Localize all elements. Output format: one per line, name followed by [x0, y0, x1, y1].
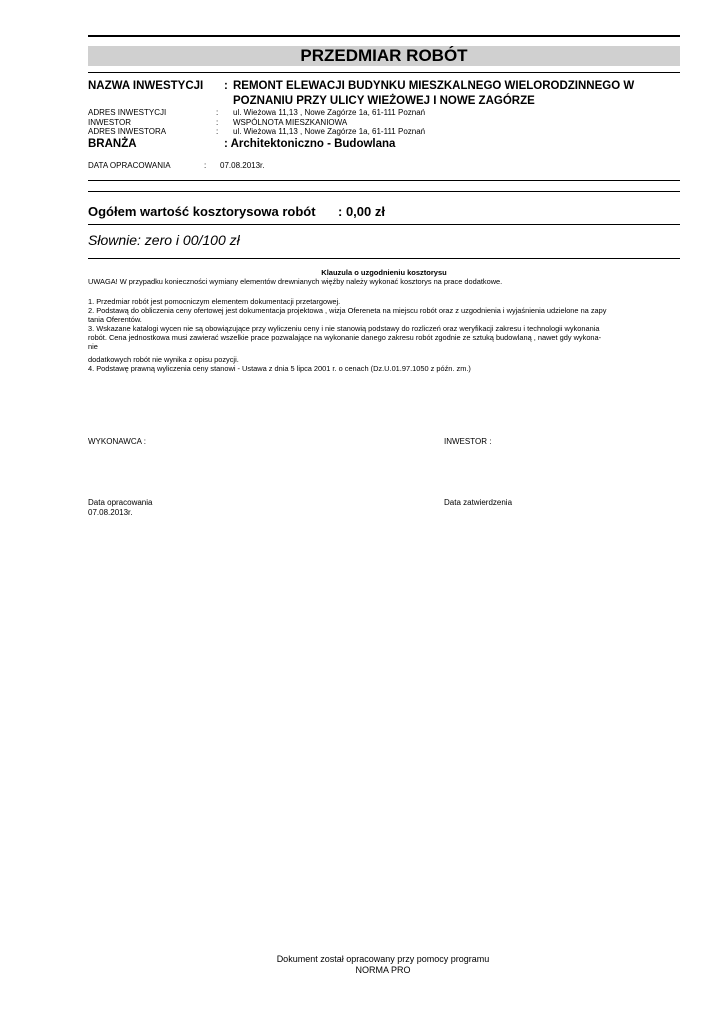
footer-line-2: NORMA PRO	[355, 965, 411, 975]
nazwa-inwestycji-line2: POZNANIU PRZY ULICY WIEŻOWEJ I NOWE ZAGÓRZE	[233, 95, 535, 107]
data-opracowania-label: DATA OPRACOWANIA	[88, 161, 171, 170]
inwestor-value: WSPÓLNOTA MIESZKANIOWA	[233, 117, 348, 127]
adres-inwestycji-colon: :	[216, 108, 219, 117]
klauzula-point-3c: nie	[88, 342, 98, 351]
nazwa-inwestycji-colon: :	[224, 80, 228, 92]
total-rule	[88, 224, 680, 225]
klauzula-point-2a: 2. Podstawą do obliczenia ceny ofertowej jest dokumentacja projektowa , wizja Ofereneta na miejscu robót oraz z uzgodnienia i wyjaśnienia udzielone na zapy	[88, 306, 607, 315]
klauzula-point-3b: robót. Cena jednostkowa musi zawierać wszelkie prace pozwalające na wykonanie danego zakresu robót zgodnie ze sztuką budowlaną , nawet gdy wykona-	[88, 333, 602, 342]
inwestor-label: INWESTOR	[88, 117, 131, 127]
adres-inwestora-label: ADRES INWESTORA	[88, 127, 167, 136]
header-rule-2	[88, 191, 680, 192]
inwestor-colon: :	[216, 117, 219, 127]
data-opracowania-sig-value: 07.08.2013r.	[88, 507, 133, 517]
klauzula-point-1: 1. Przedmiar robót jest pomocniczym elementem dokumentacji przetargowej.	[88, 297, 341, 306]
inwestor-signature-label: INWESTOR :	[444, 437, 492, 446]
total-value: : 0,00 zł	[338, 204, 385, 219]
branza-label: BRANŻA	[88, 138, 137, 150]
title-underline	[88, 72, 680, 73]
adres-inwestora-colon: :	[216, 127, 219, 136]
klauzula-point-2b: tania Oferentów.	[88, 315, 142, 324]
klauzula-uwaga: UWAGA! W przypadku konieczności wymiany elementów drewnianych więźby należy wykonać kosztorys na prace dodatkowe.	[88, 277, 503, 286]
branza-value: : Architektoniczno - Budowlana	[224, 138, 396, 150]
nazwa-inwestycji-label: NAZWA INWESTYCJI	[88, 80, 204, 92]
data-opracowania-sig-label: Data opracowania	[88, 498, 153, 507]
header-rule-1	[88, 180, 680, 181]
nazwa-inwestycji-line1: REMONT ELEWACJI BUDYNKU MIESZKALNEGO WIELORODZINNEGO W	[233, 80, 635, 92]
adres-inwestycji-value: ul. Wieżowa 11,13 , Nowe Zagórze 1a, 61-111 Poznań	[233, 108, 426, 117]
data-opracowania-value: 07.08.2013r.	[220, 161, 265, 170]
top-rule	[88, 35, 680, 37]
klauzula-point-3a: 3. Wskazane katalogi wycen nie są obowiązujące przy wyliczeniu ceny i nie stanowią podstawy do rozliczeń oraz weryfikacji zakresu i technologii wykonania	[88, 324, 600, 333]
wykonawca-label: WYKONAWCA :	[88, 437, 146, 446]
adres-inwestora-value: ul. Wieżowa 11,13 , Nowe Zagórze 1a, 61-111 Poznań	[233, 127, 426, 136]
data-zatwierdzenia-label: Data zatwierdzenia	[444, 498, 513, 507]
slownie-text: Słownie: zero i 00/100 zł	[88, 232, 240, 248]
klauzula-title: Klauzula o uzgodnieniu kosztorysu	[321, 268, 447, 277]
klauzula-point-3d: dodatkowych robót nie wynika z opisu pozycji.	[88, 355, 239, 364]
adres-inwestycji-label: ADRES INWESTYCJI	[88, 108, 167, 117]
data-opracowania-colon: :	[204, 161, 207, 170]
footer-line-1: Dokument został opracowany przy pomocy programu	[276, 954, 490, 964]
total-label: Ogółem wartość kosztorysowa robót	[88, 204, 316, 219]
page-title: PRZEDMIAR ROBÓT	[88, 46, 680, 66]
klauzula-point-4: 4. Podstawę prawną wyliczenia ceny stanowi - Ustawa z dnia 5 lipca 2001 r. o cenach (Dz.U.01.97.1050 z późn. zm.)	[88, 364, 471, 373]
slownie-rule	[88, 258, 680, 259]
